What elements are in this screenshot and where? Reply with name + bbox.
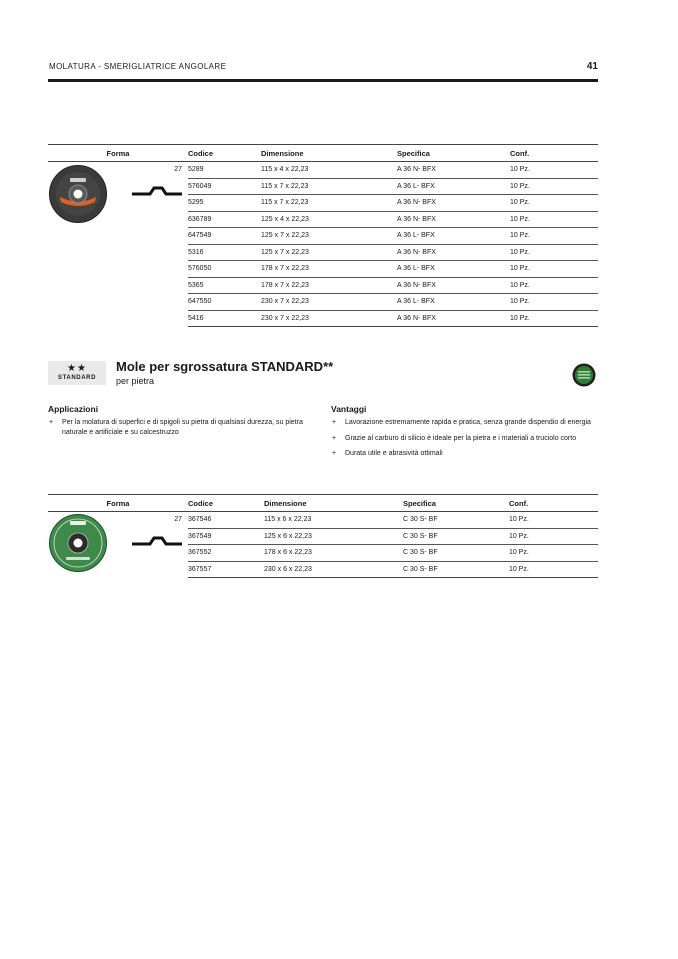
shape-27-profile-icon (130, 185, 184, 199)
cell-dimensione: 178 x 6 x 22,23 (264, 545, 403, 562)
col-codice: Codice (188, 495, 264, 512)
cell-dimensione: 115 x 4 x 22,23 (261, 162, 397, 179)
cell-dimensione: 178 x 7 x 22,23 (261, 277, 397, 294)
cell-codice: 5295 (188, 195, 261, 212)
cell-codice: 367557 (188, 561, 264, 578)
cell-specifica: C 30 S- BF (403, 528, 509, 545)
cell-conf: 10 Pz. (509, 512, 598, 529)
cell-dimensione: 230 x 6 x 22,23 (264, 561, 403, 578)
cell-codice: 636789 (188, 211, 261, 228)
badge-stars: ★★ (67, 363, 87, 374)
cell-codice: 5316 (188, 244, 261, 261)
header-rule (48, 79, 598, 82)
badge-label: STANDARD (57, 375, 97, 381)
applicazioni-list (48, 418, 320, 437)
cell-conf: 10 Pz. (510, 228, 598, 245)
cell-specifica: A 36 N- BFX (397, 211, 510, 228)
shape-number: 27 (174, 166, 182, 173)
col-forma: Forma (48, 495, 188, 512)
applicazioni-heading: Applicazioni (48, 404, 99, 414)
product-table-2 (48, 494, 598, 578)
cell-codice: 367552 (188, 545, 264, 562)
plus-bullet-icon: + (332, 450, 337, 457)
list-item (331, 434, 596, 444)
cell-dimensione: 178 x 7 x 22,23 (261, 261, 397, 278)
cell-conf: 10 Pz. (509, 528, 598, 545)
table-row (48, 512, 598, 529)
grinding-disc-image (48, 164, 108, 224)
shape-number: 27 (174, 516, 182, 523)
col-conf: Conf. (509, 495, 598, 512)
cell-specifica: C 30 S- BF (403, 545, 509, 562)
cell-dimensione: 115 x 7 x 22,23 (261, 178, 397, 195)
section-title: MOLATURA - SMERIGLIATRICE ANGOLARE (49, 62, 227, 71)
cell-specifica: A 36 L- BFX (397, 294, 510, 311)
cell-codice: 5416 (188, 310, 261, 327)
cell-specifica: A 36 N- BFX (397, 310, 510, 327)
list-item-text: Grazie al carburo di silicio è ideale per la pietra e i materiali a truciolo corto (345, 434, 577, 442)
cell-dimensione: 125 x 6 x 22,23 (264, 528, 403, 545)
cell-codice: 576050 (188, 261, 261, 278)
cell-codice: 5289 (188, 162, 261, 179)
cell-specifica: A 36 L- BFX (397, 228, 510, 245)
cell-specifica: A 36 N- BFX (397, 195, 510, 212)
list-item (331, 418, 596, 428)
cell-dimensione: 125 x 7 x 22,23 (261, 244, 397, 261)
cell-dimensione: 230 x 7 x 22,23 (261, 294, 397, 311)
cell-specifica: A 36 L- BFX (397, 261, 510, 278)
col-specifica: Specifica (397, 145, 510, 162)
cell-conf: 10 Pz. (510, 261, 598, 278)
cell-dimensione: 230 x 7 x 22,23 (261, 310, 397, 327)
cell-specifica: A 36 L- BFX (397, 178, 510, 195)
product-image-cell (48, 512, 110, 578)
shape-cell (110, 162, 188, 327)
list-item-text: Per la molatura di superfici e di spigoli su pietra di qualsiasi durezza, su pietra naturale e artificiale e su calcestruzzo (62, 419, 303, 436)
cell-codice: 576049 (188, 178, 261, 195)
list-item (331, 449, 596, 459)
cell-conf: 10 Pz. (510, 195, 598, 212)
shape-27-profile-icon (130, 535, 184, 549)
list-item-text: Durata utile e abrasività ottimali (345, 450, 443, 457)
cell-specifica: C 30 S- BF (403, 561, 509, 578)
product-image-cell (48, 162, 110, 327)
cell-conf: 10 Pz. (509, 545, 598, 562)
stone-disc-image (48, 513, 108, 573)
vantaggi-list (331, 418, 596, 459)
cell-conf: 10 Pz. (510, 294, 598, 311)
cell-dimensione: 115 x 6 x 22,23 (264, 512, 403, 529)
cell-conf: 10 Pz. (510, 277, 598, 294)
cell-codice: 367549 (188, 528, 264, 545)
cell-specifica: A 36 N- BFX (397, 244, 510, 261)
plus-bullet-icon: + (332, 419, 337, 426)
col-codice: Codice (188, 145, 261, 162)
cell-dimensione: 125 x 4 x 22,23 (261, 211, 397, 228)
eco-badge-icon (572, 363, 596, 387)
product-title: Mole per sgrossatura STANDARD** (116, 359, 334, 374)
plus-bullet-icon: + (332, 434, 337, 442)
cell-specifica: A 36 N- BFX (397, 162, 510, 179)
col-conf: Conf. (510, 145, 598, 162)
cell-specifica: C 30 S- BF (403, 512, 509, 529)
product-table-1 (48, 144, 598, 327)
shape-cell (110, 512, 188, 578)
col-dimensione: Dimensione (261, 145, 397, 162)
cell-dimensione: 125 x 7 x 22,23 (261, 228, 397, 245)
col-dimensione: Dimensione (264, 495, 403, 512)
table-row (48, 162, 598, 179)
cell-codice: 367546 (188, 512, 264, 529)
vantaggi-heading: Vantaggi (331, 404, 367, 414)
cell-conf: 10 Pz. (510, 178, 598, 195)
cell-codice: 647549 (188, 228, 261, 245)
cell-codice: 5365 (188, 277, 261, 294)
list-item-text: Lavorazione estremamente rapida e pratica, senza grande dispendio di energia (345, 419, 591, 426)
cell-codice: 647550 (188, 294, 261, 311)
col-specifica: Specifica (403, 495, 509, 512)
cell-conf: 10 Pz. (510, 244, 598, 261)
cell-conf: 10 Pz. (509, 561, 598, 578)
plus-bullet-icon: + (49, 419, 54, 426)
page-number: 41 (586, 61, 598, 72)
cell-dimensione: 115 x 7 x 22,23 (261, 195, 397, 212)
cell-conf: 10 Pz. (510, 211, 598, 228)
standard-badge (48, 361, 106, 385)
product-subtitle: per pietra (116, 376, 155, 386)
list-item (48, 418, 320, 437)
cell-specifica: A 36 N- BFX (397, 277, 510, 294)
cell-conf: 10 Pz. (510, 162, 598, 179)
col-forma: Forma (48, 145, 188, 162)
cell-conf: 10 Pz. (510, 310, 598, 327)
